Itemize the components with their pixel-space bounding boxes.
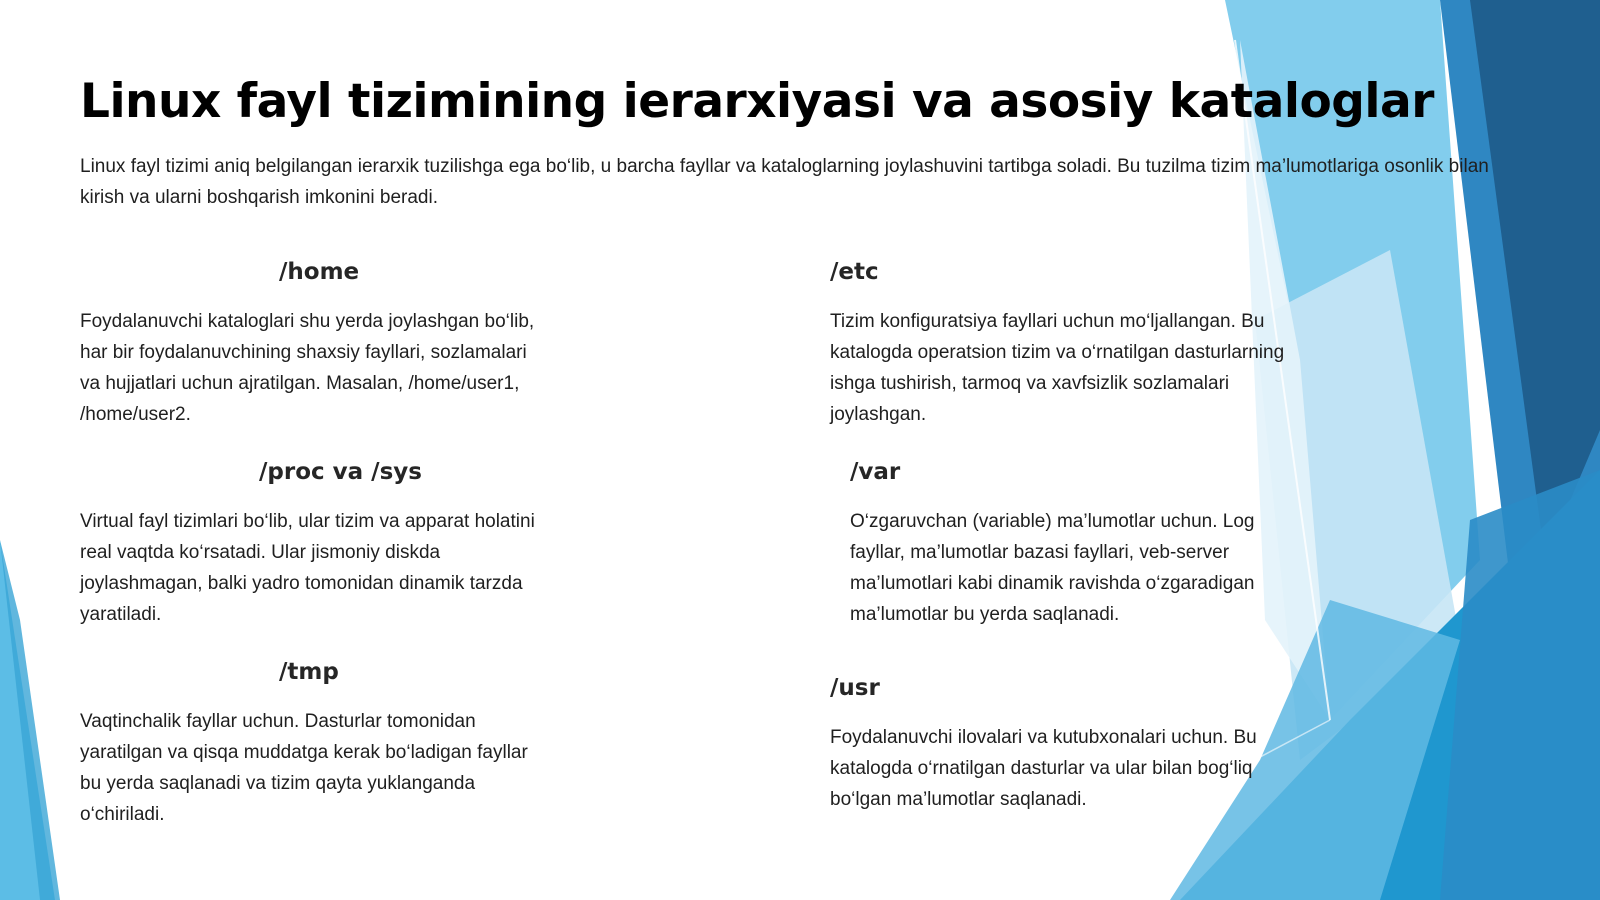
section-home-body: Foydalanuvchi kataloglari shu yerda joylashgan bo‘lib, har bir foydalanuvchining shaxsiy fayllari, sozlamalari va hujjatlari uchun ajratilgan. Masalan, /home/user1, /home/user2.	[80, 311, 535, 425]
section-etc-body: Tizim konfiguratsiya fayllari uchun mo‘ljallangan. Bu katalogda operatsion tizim va o‘rnatilgan dasturlarning ishga tushirish, tarmoq va xavfsizlik sozlamalari joylashgan.	[830, 311, 1285, 425]
section-proc-sys-heading: /proc va /sys	[259, 459, 422, 485]
slide-title: Linux fayl tizimining ierarxiyasi va asosiy kataloglar	[80, 74, 1434, 129]
section-usr-body: Foydalanuvchi ilovalari va kutubxonalari uchun. Bu katalogda o‘rnatilgan dasturlar va ular bilan bog‘liq bo‘lgan ma’lumotlar saqlanadi.	[830, 727, 1257, 810]
section-etc-heading: /etc	[830, 259, 879, 285]
section-tmp-body: Vaqtinchalik fayllar uchun. Dasturlar tomonidan yaratilgan va qisqa muddatga kerak bo‘ladigan fayllar bu yerda saqlanadi va tizim qayta yuklanganda o‘chiriladi.	[80, 711, 528, 825]
section-var-heading: /var	[850, 459, 901, 485]
section-home-heading: /home	[279, 259, 360, 285]
section-var-body: O‘zgaruvchan (variable) ma’lumotlar uchun. Log fayllar, ma’lumotlar bazasi fayllari, veb-server ma’lumotlari kabi dinamik ravishda o‘zgaradigan ma’lumotlar bu yerda saqlanadi.	[850, 511, 1255, 625]
slide-intro: Linux fayl tizimi aniq belgilangan ierarxik tuzilishga ega bo‘lib, u barcha fayllar va kataloglarning joylashuvini tartibga soladi. Bu tuzilma tizim ma’lumotlariga osonlik bilan kirish va ularni boshqarish imkonini beradi.	[80, 156, 1489, 208]
section-usr-heading: /usr	[830, 675, 880, 701]
section-proc-sys-body: Virtual fayl tizimlari bo‘lib, ular tizim va apparat holatini real vaqtda ko‘rsatadi. Ular jismoniy diskda joylashmagan, balki yadro tomonidan dinamik tarzda yaratiladi.	[80, 511, 535, 625]
section-tmp-heading: /tmp	[279, 659, 339, 685]
